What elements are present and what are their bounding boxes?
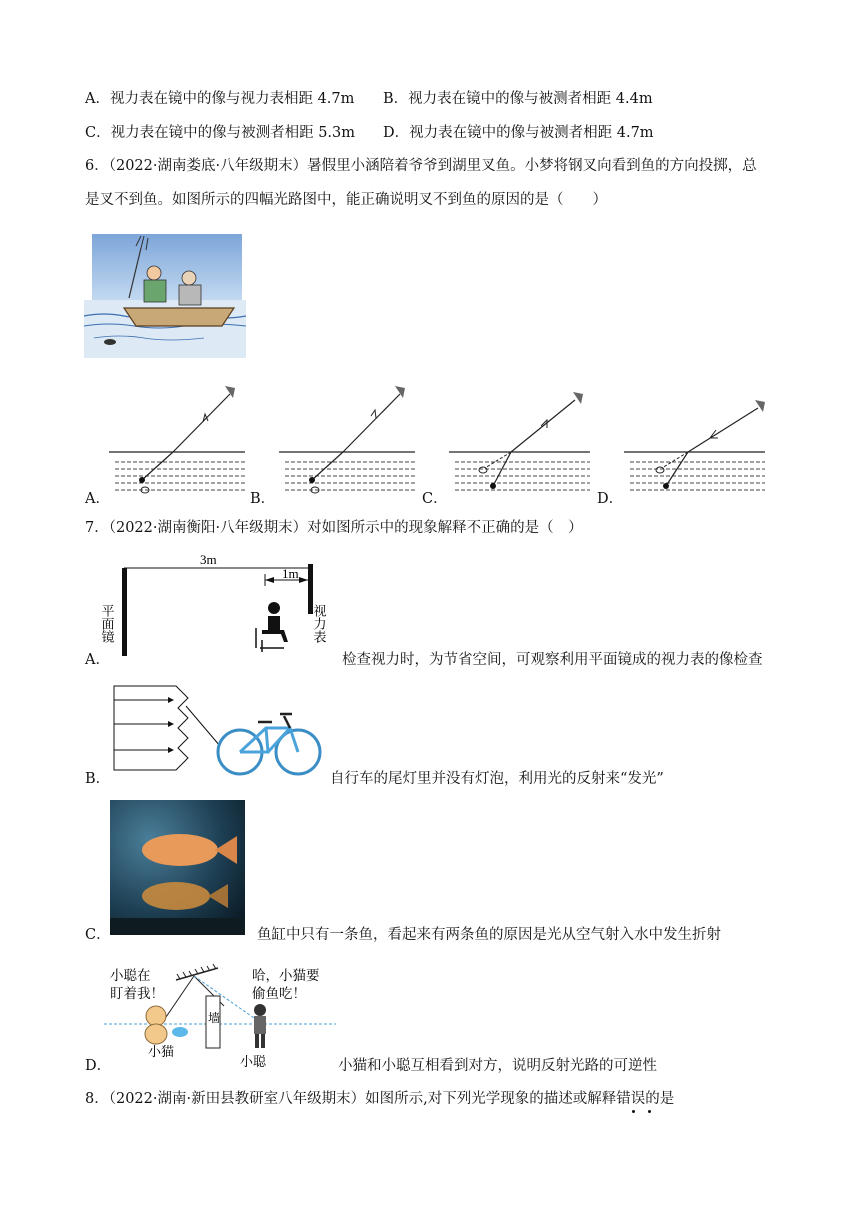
q7-b-bicycle-reflector-diagram [108, 680, 328, 780]
q6-stem-line1: 6．（2022·湖南娄底·八年级期末）暑假里小涵陪着爷爷到湖里叉鱼。小梦将钢叉向看到鱼的方向投掷，总 [85, 158, 757, 174]
q7-a-chart-label: 视力表 [310, 604, 326, 643]
q7-a-label: A． [85, 652, 110, 668]
q6-diagram-d [624, 400, 765, 490]
q7-stem: 7．（2022·湖南衡阳·八年级期末）对如图所示中的现象解释不正确的是（ ） [85, 520, 583, 536]
q7-d-text: 小猫和小聪互相看到对方，说明反射光路的可逆性 [338, 1058, 657, 1074]
q6-stem-line2: 是叉不到鱼。如图所示的四幅光路图中，能正确说明叉不到鱼的原因的是（ ） [85, 192, 607, 208]
q7-a-text: 检查视力时，为节省空间，可观察利用平面镜成的视力表的像检查 [342, 652, 763, 668]
q7-d-wall-label: 墙 [208, 1011, 221, 1025]
q6-diagram-a [109, 386, 245, 493]
q7-c-fish-tank-photo [110, 800, 245, 935]
q7-a-dist-1m: 1m [282, 566, 299, 581]
q6-label-d: D． [597, 491, 624, 507]
q7-d-cat-boy-diagram [104, 962, 336, 1070]
q7-a-dist-3m: 3m [200, 552, 217, 567]
q7-c-text: 鱼缸中只有一条鱼，看起来有两条鱼的原因是光从空气射入水中发生折射 [257, 927, 721, 943]
q5-option-d: D．视力表在镜中的像与被测者相距 4.7m [383, 125, 654, 141]
q7-b-label: B． [85, 771, 111, 787]
q7-b-text: 自行车的尾灯里并没有灯泡，利用光的反射来“发光” [330, 771, 664, 787]
emphasis-dot [632, 1110, 635, 1113]
q5-option-c: C．视力表在镜中的像与被测者相距 5.3m [85, 125, 356, 141]
q7-a-mirror-label: 平面镜 [98, 604, 114, 643]
q5-option-a: A．视力表在镜中的像与视力表相距 4.7m [85, 91, 355, 107]
fishing-boat-illustration [84, 228, 246, 358]
q7-a-eye-test-diagram [98, 552, 342, 664]
q6-light-path-diagrams [85, 380, 845, 504]
q7-d-boy-says-2: 偷鱼吃！ [252, 986, 306, 1002]
q6-label-b: B． [250, 491, 276, 507]
q6-diagram-c [449, 392, 590, 490]
q7-d-cat-says-2: 盯着我！ [110, 986, 164, 1002]
q7-d-boy-says-1: 哈，小猫要 [252, 968, 320, 984]
q5-option-b: B．视力表在镜中的像与被测者相距 4.4m [383, 91, 653, 107]
q7-d-label: D． [85, 1058, 112, 1074]
q8-stem: 8．（2022·湖南·新田县教研室八年级期末）如图所示,对下列光学现象的描述或解释错误的是 [85, 1091, 675, 1107]
q7-d-boy-label: 小聪 [240, 1055, 267, 1070]
q7-d-cat-says-1: 小聪在 [110, 968, 151, 984]
emphasis-dot [648, 1110, 651, 1113]
q6-label-a: A． [85, 491, 110, 507]
q6-label-c: C． [422, 491, 448, 507]
q6-diagram-b [279, 386, 415, 493]
q7-d-cat-label: 小猫 [148, 1045, 175, 1060]
q7-c-label: C． [85, 927, 111, 943]
